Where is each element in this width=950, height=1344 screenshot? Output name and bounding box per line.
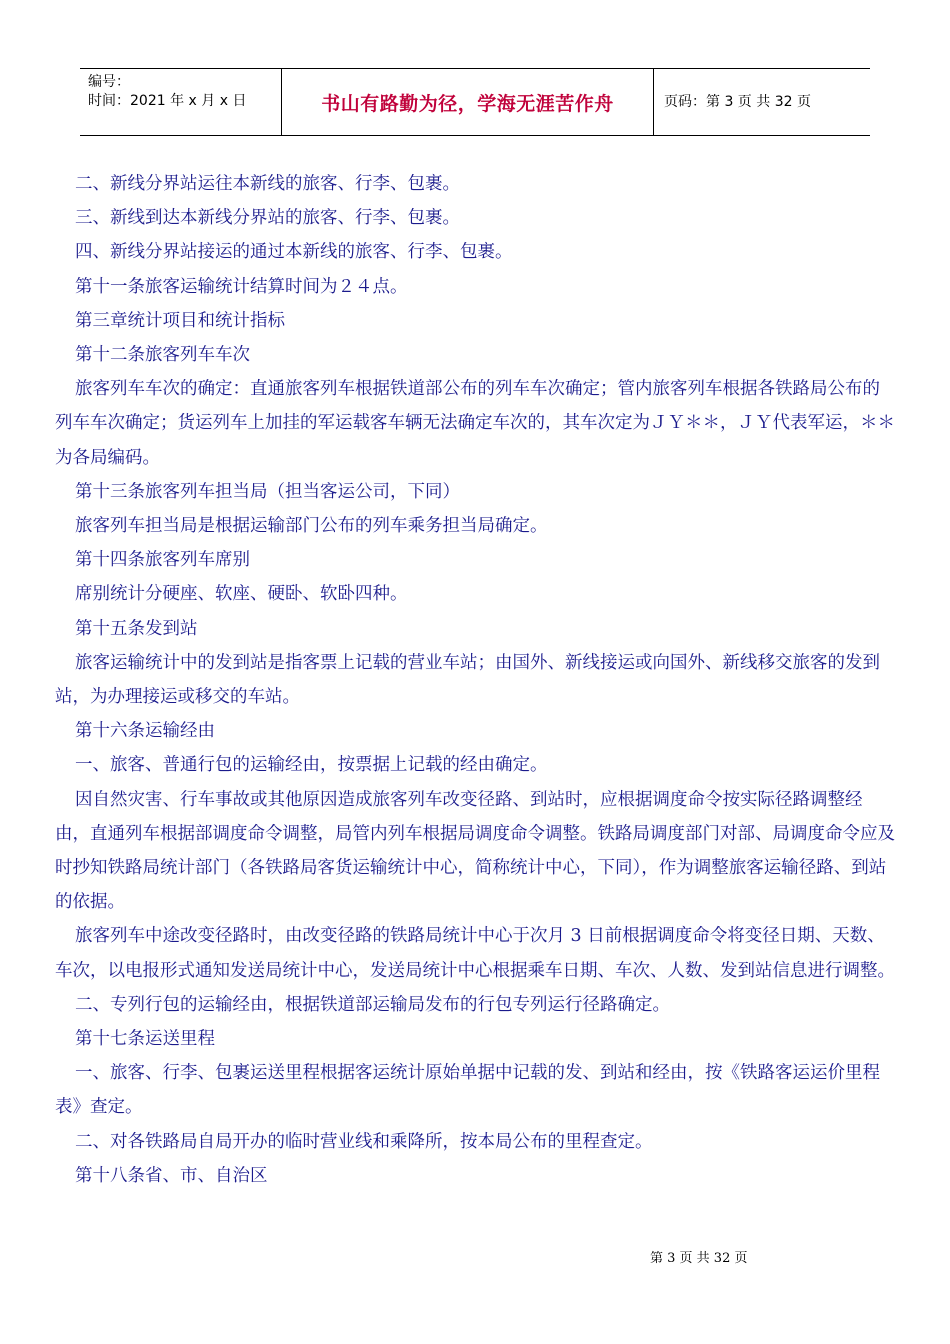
paragraph: 第十一条旅客运输统计结算时间为２４点。 — [75, 276, 408, 297]
article-heading: 第十七条运送里程 — [75, 1029, 215, 1050]
paragraph: 席别统计分硬座、软座、硬卧、软卧四种。 — [75, 584, 408, 605]
paragraph: 一、旅客、普通行包的运输经由，按票据上记载的经由确定。 — [75, 755, 548, 776]
paragraph: 二、专列行包的运输经由，根据铁道部运输局发布的行包专列运行径路确定。 — [75, 994, 670, 1015]
article-heading: 第十六条运输经由 — [75, 721, 215, 742]
page-footer: 第 3 页 共 32 页 — [650, 1251, 748, 1266]
article-heading: 第十五条发到站 — [75, 618, 198, 639]
article-heading: 第十二条旅客列车车次 — [75, 345, 250, 366]
header-middle-cell — [282, 69, 654, 135]
header-table — [80, 68, 870, 136]
paragraph: 旅客列车车次的确定：直通旅客列车根据铁道部公布的列车车次确定；管内旅客列车根据各铁路局公布的列车车次确定；货运列车上加挂的军运载客车辆无法确定车次的，其车次定为ＪＹ＊＊，ＪＹ代表军运，＊＊为各局编码。 — [55, 379, 895, 468]
header-motto: 书山有路勤为径，学海无涯苦作舟 — [321, 92, 614, 115]
document-number-label: 编号： — [88, 74, 130, 90]
article-heading: 第十八条省、市、自治区 — [75, 1165, 268, 1186]
paragraph: 因自然灾害、行车事故或其他原因造成旅客列车改变径路、到站时，应根据调度命令按实际径路调整经由，直通列车根据部调度命令调整，局管内列车根据局调度命令调整。铁路局调度部门对部、局调度命令应及时抄知铁路局统计部门（各铁路局客货运输统计中心，简称统计中心，下同），作为调整旅客运输径路、到站的依据。 — [55, 789, 895, 913]
chapter-heading: 第三章统计项目和统计指标 — [75, 310, 285, 331]
paragraph: 一、旅客、行李、包裹运送里程根据客运统计原始单据中记载的发、到站和经由，按《铁路客运运价里程表》查定。 — [55, 1063, 880, 1118]
paragraph: 二、对各铁路局自局开办的临时营业线和乘降所，按本局公布的里程查定。 — [75, 1131, 653, 1152]
paragraph: 四、新线分界站接运的通过本新线的旅客、行李、包裹。 — [75, 242, 513, 263]
paragraph: 旅客运输统计中的发到站是指客票上记载的营业车站；由国外、新线接运或向国外、新线移交旅客的发到站，为办理接运或移交的车站。 — [55, 652, 880, 708]
header-left-cell — [80, 69, 282, 135]
header-right-cell — [654, 69, 870, 135]
article-heading: 第十四条旅客列车席别 — [75, 550, 250, 571]
document-time-label: 时间：2021 年 x 月 x 日 — [88, 93, 247, 109]
paragraph: 旅客列车中途改变径路时，由改变径路的铁路局统计中心于次月 3 日前根据调度命令将变径日期、天数、车次，以电报形式通知发送局统计中心，发送局统计中心根据乘车日期、车次、人数、发到站信息进行调整。 — [55, 926, 895, 981]
paragraph: 旅客列车担当局是根据运输部门公布的列车乘务担当局确定。 — [75, 516, 548, 537]
paragraph: 三、新线到达本新线分界站的旅客、行李、包裹。 — [75, 208, 460, 229]
document-body — [55, 167, 895, 1193]
header-page-code: 页码：第 3 页 共 32 页 — [664, 93, 811, 110]
paragraph: 二、新线分界站运往本新线的旅客、行李、包裹。 — [75, 174, 460, 194]
article-heading: 第十三条旅客列车担当局（担当客运公司，下同） — [75, 481, 460, 502]
